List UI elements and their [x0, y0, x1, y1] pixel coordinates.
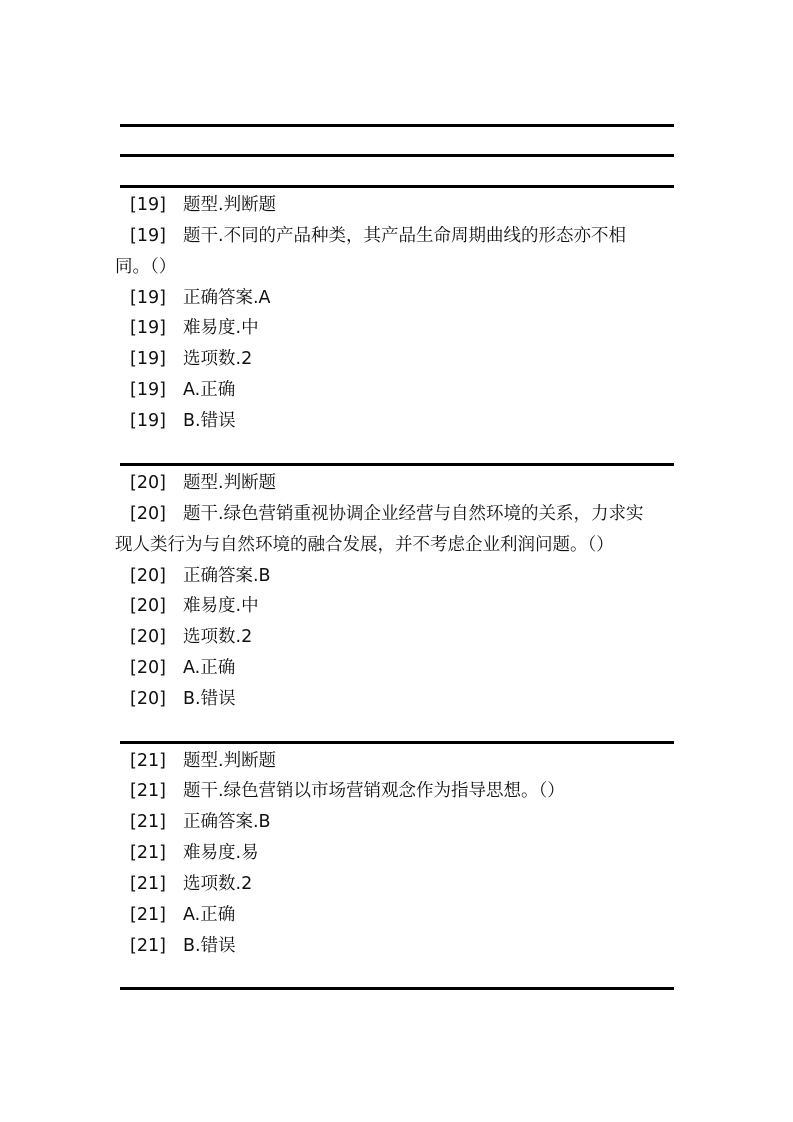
q20-stem-line: [120, 503, 680, 525]
question-19-top-rule: [120, 185, 674, 188]
q20-num-option-a: [20]: [130, 658, 166, 678]
q21-num-option-count: [21]: [130, 874, 166, 894]
q21-option-count: 选项数.2: [183, 874, 253, 894]
q19-num: [19]: [130, 195, 166, 215]
q21-option-a-line: [120, 904, 680, 926]
q19-stem-2: 同。（）: [115, 257, 177, 277]
q21-stem-line: [120, 780, 680, 802]
q20-num-option-b: [20]: [130, 689, 166, 709]
q20-option-a-line: [120, 657, 680, 679]
q20-option-a: A.正确: [183, 658, 236, 678]
q20-stem-1: 题干.绿色营销重视协调企业经营与自然环境的关系，力求实: [183, 504, 644, 524]
q19-option-a: A.正确: [183, 380, 236, 400]
q21-answer: 正确答案.B: [183, 812, 271, 832]
q19-num-option-count: [19]: [130, 349, 166, 369]
q21-stem-1: 题干.绿色营销以市场营销观念作为指导思想。（）: [183, 781, 565, 801]
q20-num-option-count: [20]: [130, 627, 166, 647]
q20-type: 题型.判断题: [183, 473, 277, 493]
q21-type: 题型.判断题: [183, 751, 277, 771]
q21-option-b: B.错误: [183, 936, 236, 956]
q19-type: 题型.判断题: [183, 195, 277, 215]
q21-num-answer: [21]: [130, 812, 166, 832]
q19-num-option-a: [19]: [130, 380, 166, 400]
q20-num-difficulty: [20]: [130, 596, 166, 616]
q21-num-option-b: [21]: [130, 936, 166, 956]
q20-stem-2: 现人类行为与自然环境的融合发展，并不考虑企业利润问题。（）: [115, 535, 614, 555]
q21-num-difficulty: [21]: [130, 843, 166, 863]
q19-num-difficulty: [19]: [130, 318, 166, 338]
q19-num-answer: [19]: [130, 288, 166, 308]
q19-difficulty-line: [120, 317, 680, 339]
q20-option-count-line: [120, 626, 680, 648]
question-21-top-rule: [120, 741, 674, 744]
q20-num: [20]: [130, 473, 166, 493]
q21-difficulty: 难易度.易: [183, 843, 259, 863]
q20-option-b-line: [120, 688, 680, 710]
q20-option-count: 选项数.2: [183, 627, 253, 647]
q19-option-b-line: [120, 410, 680, 432]
bottom-rule: [120, 987, 674, 990]
top-rule-2: [120, 154, 674, 157]
q20-type-line: [120, 472, 680, 494]
q19-answer-line: [120, 287, 680, 309]
q20-stem-wrap: [115, 534, 675, 556]
q21-answer-line: [120, 811, 680, 833]
q20-difficulty-line: [120, 595, 680, 617]
top-rule-1: [120, 124, 674, 127]
q19-stem-line: [120, 225, 680, 247]
q19-difficulty: 难易度.中: [183, 318, 259, 338]
q19-num-option-b: [19]: [130, 411, 166, 431]
q19-type-line: [120, 194, 680, 216]
q20-option-b: B.错误: [183, 689, 236, 709]
q20-answer-line: [120, 565, 680, 587]
q21-num-stem: [21]: [130, 781, 166, 801]
q21-option-a: A.正确: [183, 905, 236, 925]
q19-stem-wrap: [115, 256, 675, 278]
q21-difficulty-line: [120, 842, 680, 864]
q20-num-stem: [20]: [130, 504, 166, 524]
q21-option-count-line: [120, 873, 680, 895]
q19-option-b: B.错误: [183, 411, 236, 431]
q21-type-line: [120, 750, 680, 772]
q20-difficulty: 难易度.中: [183, 596, 259, 616]
q21-num: [21]: [130, 751, 166, 771]
q20-num-answer: [20]: [130, 566, 166, 586]
q21-num-option-a: [21]: [130, 905, 166, 925]
q21-option-b-line: [120, 935, 680, 957]
q19-answer: 正确答案.A: [183, 288, 271, 308]
question-20-top-rule: [120, 463, 674, 466]
q19-option-count-line: [120, 348, 680, 370]
q19-option-count: 选项数.2: [183, 349, 253, 369]
q19-num-stem: [19]: [130, 226, 166, 246]
q19-option-a-line: [120, 379, 680, 401]
q19-stem-1: 题干.不同的产品种类，其产品生命周期曲线的形态亦不相: [183, 226, 627, 246]
q20-answer: 正确答案.B: [183, 566, 271, 586]
